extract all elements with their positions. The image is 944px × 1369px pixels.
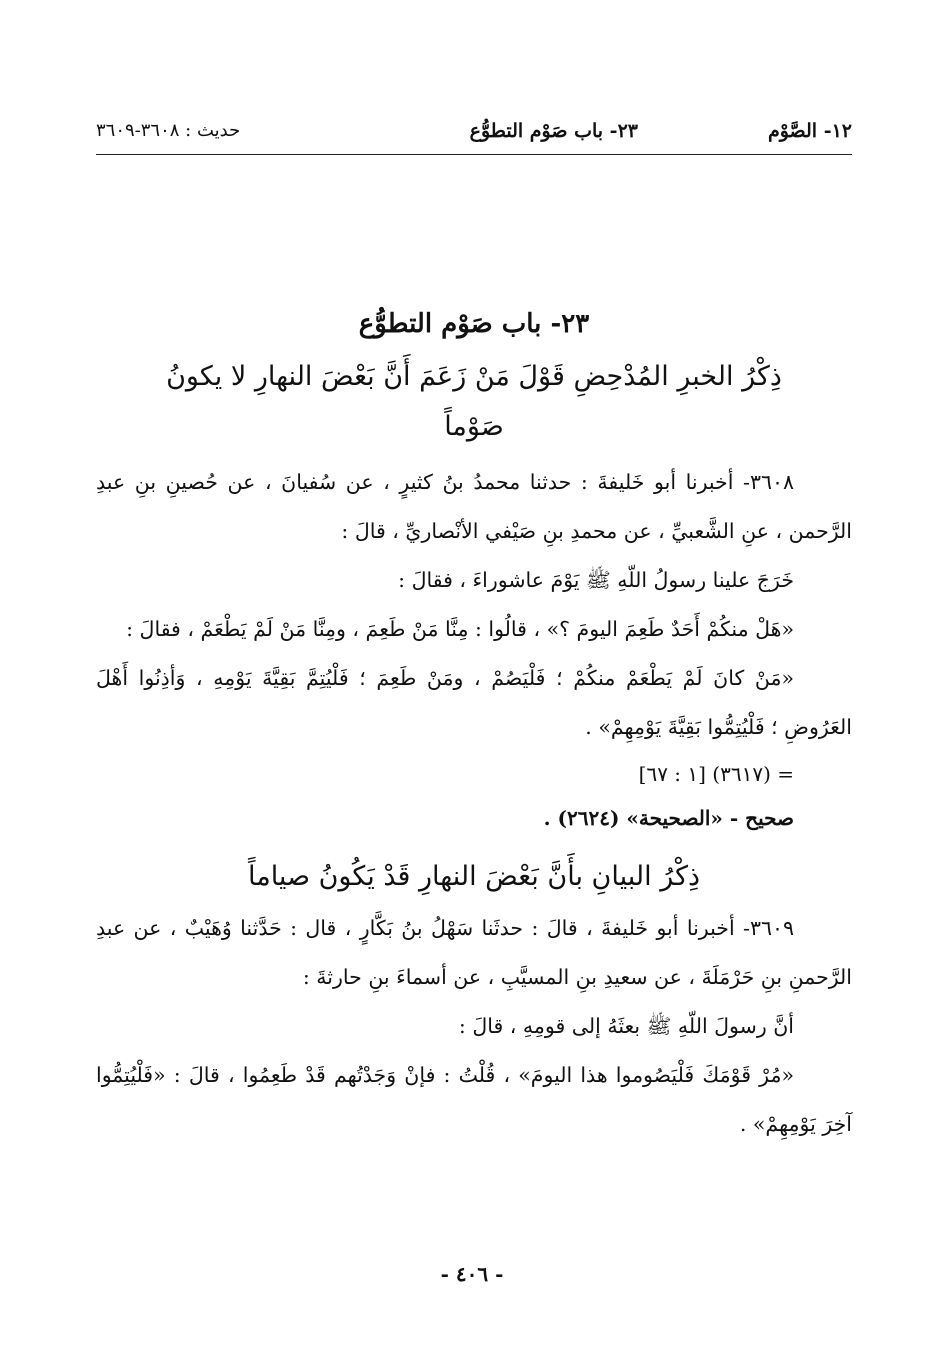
hadith-3608-grade: صحيح - «الصحيحة» (٢٦٢٤) .: [543, 806, 794, 830]
header-hadith-range: حديث : ٣٦٠٨-٣٦٠٩: [96, 120, 241, 141]
hadith-3608-line-2: «هَلْ منكُمْ أَحَدٌ طَعِمَ اليومَ ؟» ، قالُوا : مِنَّا مَنْ طَعِمَ ، ومِنَّا مَنْ لَمْ يَطْعَمْ ، فقالَ :: [126, 617, 794, 641]
header-chapter: ٢٣- باب صَوْم التطوُّع: [469, 120, 638, 142]
header-book-section: ١٢- الصَّوْم: [767, 120, 852, 142]
hadith-3609-isnad: ٣٦٠٩- أخبرنا أبو خَليفةَ ، قالَ : حدثَنا سَهْلُ بنُ بَكَّارٍ ، قال : حَدَّثنا وُهَيْبٌ ، عن عبدِ الرَّحمنِ بنِ حَرْمَلَةَ ، عن سعيدِ بنِ المسيَّبِ ، عن أسماءَ بنِ حارثةَ :: [96, 916, 852, 989]
hadith-3608-isnad: ٣٦٠٨- أخبرنا أبو خَليفةَ : حدثنا محمدُ بنُ كثيرٍ ، عن سُفيانَ ، عن حُصينِ بنِ عبدِ الرَّحمن ، عنِ الشَّعبيِّ ، عن محمدِ بنِ صَيْفي الأنْصاريِّ ، قالَ :: [96, 470, 852, 543]
page-body: [96, 304, 852, 1149]
section-heading-2: ذِكْرُ البيانِ بأَنَّ بَعْضَ النهارِ قَدْ يَكُونُ صياماً: [248, 861, 700, 892]
hadith-3608-line-3: «مَنْ كانَ لَمْ يَطْعَمْ منكُمْ ؛ فَلْيَصُمْ ، ومَنْ طَعِمَ ؛ فَلْيُتِمَّ بَقِيَّةَ يَوْمِهِ ، وَأذِنُوا أَهْلَ العَرُوضِ ؛ فَلْيُتِمُّوا بَقِيَّةَ يَوْمِهِمْ» .: [96, 666, 852, 739]
hadith-3609-line-2: «مُرْ قَوْمَكَ فَلْيَصُوموا هذا اليومَ» ، قُلْتُ : فإنْ وَجَدْتُهم قَدْ طَعِمُوا ، قالَ : «فَلْيُتِمُّوا آخِرَ يَوْمِهِمْ» .: [96, 1063, 852, 1136]
hadith-3608-reference: = (٣٦١٧) [١ : ٦٧]: [638, 762, 794, 786]
page-number: - ٤٠٦ -: [440, 1262, 504, 1286]
hadith-3608-line-1: خَرَجَ علينا رسولُ اللّهِ ﷺ يَوْمَ عاشوراءَ ، فقالَ :: [398, 568, 794, 592]
hadith-3609-line-1: أنَّ رسولَ اللّهِ ﷺ بعثَهُ إلى قومِهِ ، قالَ :: [458, 1014, 794, 1038]
chapter-title: ٢٣- باب صَوْم التطوُّع: [358, 309, 590, 339]
running-header: [96, 116, 852, 150]
header-rule: [96, 154, 852, 155]
section-heading-1: ذِكْرُ الخبرِ المُدْحِضِ قَوْلَ مَنْ زَعَمَ أَنَّ بَعْضَ النهارِ لا يكونُ صَوْماً: [166, 361, 782, 442]
